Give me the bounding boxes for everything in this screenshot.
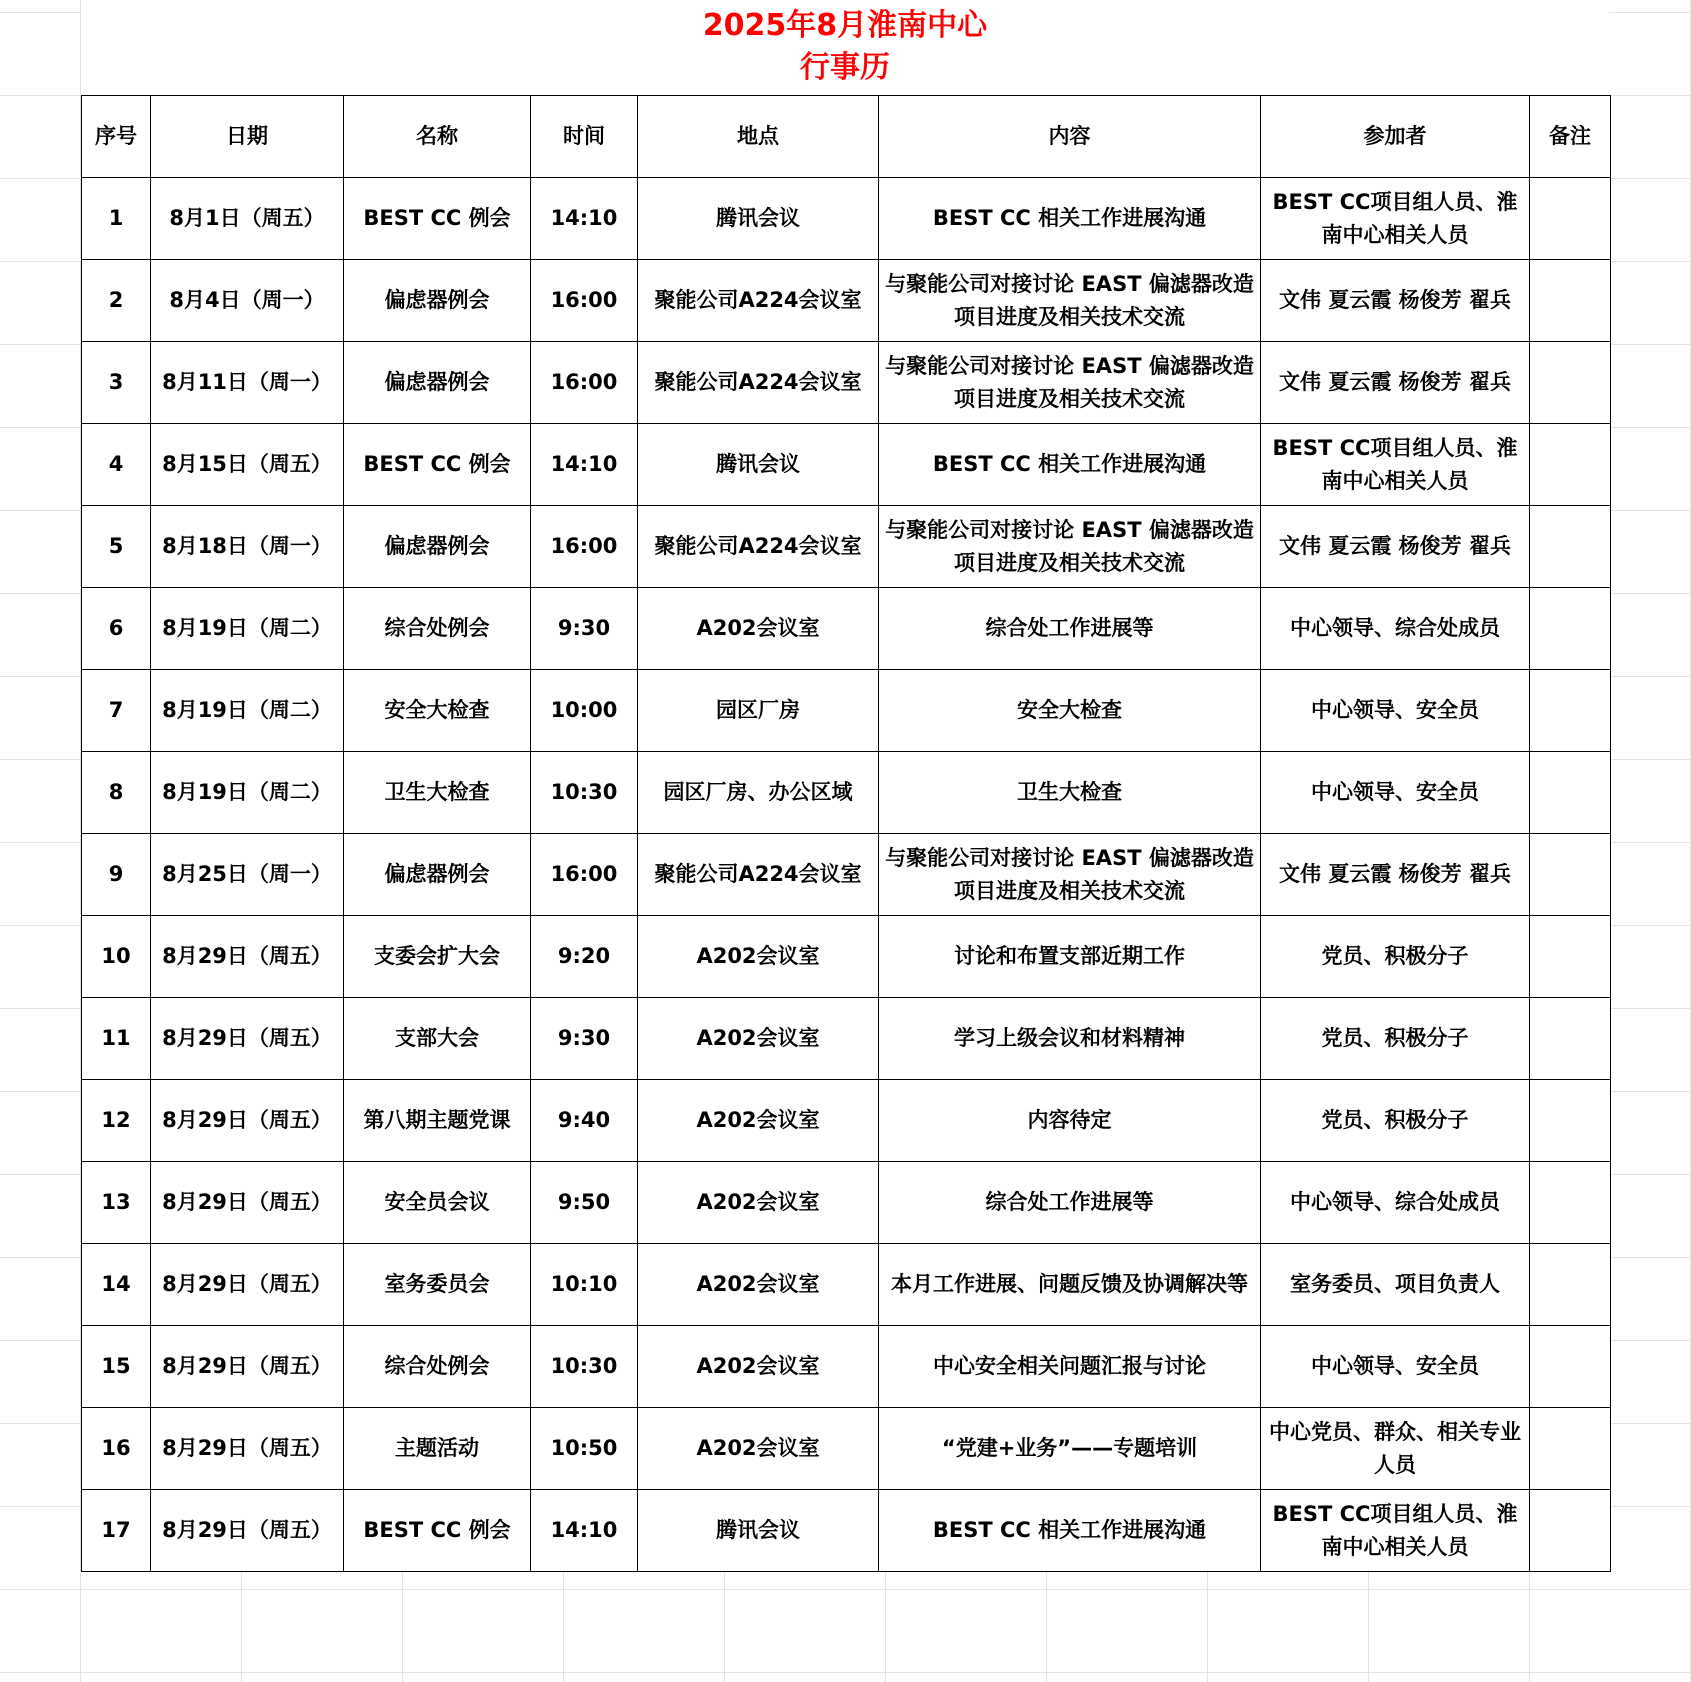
cell-location: 园区厂房、办公区域 bbox=[638, 752, 879, 834]
cell-participants: 文伟 夏云霞 杨俊芳 翟兵 bbox=[1261, 342, 1530, 424]
cell-participants: 中心领导、综合处成员 bbox=[1261, 1162, 1530, 1244]
cell-name: 支部大会 bbox=[344, 998, 531, 1080]
cell-time: 16:00 bbox=[531, 506, 638, 588]
cell-remarks bbox=[1530, 506, 1611, 588]
cell-time: 9:40 bbox=[531, 1080, 638, 1162]
table-row bbox=[82, 998, 1611, 1080]
cell-content: 本月工作进展、问题反馈及协调解决等 bbox=[879, 1244, 1261, 1326]
cell-date: 8月19日（周二） bbox=[151, 588, 344, 670]
table-row bbox=[82, 588, 1611, 670]
header-time: 时间 bbox=[531, 96, 638, 178]
cell-location: A202会议室 bbox=[638, 916, 879, 998]
cell-location: 腾讯会议 bbox=[638, 424, 879, 506]
cell-time: 14:10 bbox=[531, 1490, 638, 1572]
cell-remarks bbox=[1530, 1080, 1611, 1162]
cell-location: 聚能公司A224会议室 bbox=[638, 834, 879, 916]
cell-location: A202会议室 bbox=[638, 1408, 879, 1490]
cell-date: 8月29日（周五） bbox=[151, 1408, 344, 1490]
cell-participants: 文伟 夏云霞 杨俊芳 翟兵 bbox=[1261, 834, 1530, 916]
cell-date: 8月15日（周五） bbox=[151, 424, 344, 506]
cell-participants: 党员、积极分子 bbox=[1261, 1080, 1530, 1162]
cell-index: 6 bbox=[82, 588, 151, 670]
cell-date: 8月18日（周一） bbox=[151, 506, 344, 588]
cell-remarks bbox=[1530, 1490, 1611, 1572]
cell-participants: 党员、积极分子 bbox=[1261, 998, 1530, 1080]
cell-participants: 文伟 夏云霞 杨俊芳 翟兵 bbox=[1261, 260, 1530, 342]
cell-name: 偏虑器例会 bbox=[344, 834, 531, 916]
cell-location: 聚能公司A224会议室 bbox=[638, 506, 879, 588]
header-date: 日期 bbox=[151, 96, 344, 178]
table-row bbox=[82, 1080, 1611, 1162]
table-row bbox=[82, 178, 1611, 260]
cell-index: 1 bbox=[82, 178, 151, 260]
cell-name: 综合处例会 bbox=[344, 588, 531, 670]
cell-name: 安全大检查 bbox=[344, 670, 531, 752]
header-content: 内容 bbox=[879, 96, 1261, 178]
cell-participants: 党员、积极分子 bbox=[1261, 916, 1530, 998]
table-body bbox=[82, 178, 1611, 1572]
cell-location: A202会议室 bbox=[638, 1326, 879, 1408]
cell-index: 17 bbox=[82, 1490, 151, 1572]
cell-content: 与聚能公司对接讨论 EAST 偏滤器改造项目进度及相关技术交流 bbox=[879, 506, 1261, 588]
cell-index: 5 bbox=[82, 506, 151, 588]
cell-content: “党建+业务”——专题培训 bbox=[879, 1408, 1261, 1490]
cell-remarks bbox=[1530, 1408, 1611, 1490]
cell-location: 腾讯会议 bbox=[638, 1490, 879, 1572]
cell-date: 8月29日（周五） bbox=[151, 1326, 344, 1408]
cell-date: 8月25日（周一） bbox=[151, 834, 344, 916]
cell-remarks bbox=[1530, 178, 1611, 260]
cell-time: 16:00 bbox=[531, 834, 638, 916]
cell-participants: 室务委员、项目负责人 bbox=[1261, 1244, 1530, 1326]
table-row bbox=[82, 1490, 1611, 1572]
cell-location: 腾讯会议 bbox=[638, 178, 879, 260]
cell-content: 讨论和布置支部近期工作 bbox=[879, 916, 1261, 998]
cell-participants: 中心领导、安全员 bbox=[1261, 670, 1530, 752]
cell-name: BEST CC 例会 bbox=[344, 1490, 531, 1572]
table-row bbox=[82, 1408, 1611, 1490]
cell-remarks bbox=[1530, 1162, 1611, 1244]
cell-index: 13 bbox=[82, 1162, 151, 1244]
cell-name: 主题活动 bbox=[344, 1408, 531, 1490]
cell-date: 8月11日（周一） bbox=[151, 342, 344, 424]
cell-location: 园区厂房 bbox=[638, 670, 879, 752]
header-index: 序号 bbox=[82, 96, 151, 178]
table-row bbox=[82, 1244, 1611, 1326]
table-row bbox=[82, 670, 1611, 752]
cell-index: 11 bbox=[82, 998, 151, 1080]
cell-date: 8月29日（周五） bbox=[151, 1490, 344, 1572]
cell-name: 偏虑器例会 bbox=[344, 260, 531, 342]
cell-name: 支委会扩大会 bbox=[344, 916, 531, 998]
header-location: 地点 bbox=[638, 96, 879, 178]
cell-name: 安全员会议 bbox=[344, 1162, 531, 1244]
cell-date: 8月29日（周五） bbox=[151, 1080, 344, 1162]
cell-remarks bbox=[1530, 834, 1611, 916]
cell-date: 8月29日（周五） bbox=[151, 1244, 344, 1326]
cell-time: 10:00 bbox=[531, 670, 638, 752]
cell-index: 16 bbox=[82, 1408, 151, 1490]
cell-name: 偏虑器例会 bbox=[344, 506, 531, 588]
cell-time: 10:30 bbox=[531, 1326, 638, 1408]
schedule-table bbox=[81, 95, 1611, 1572]
table-row bbox=[82, 506, 1611, 588]
cell-index: 15 bbox=[82, 1326, 151, 1408]
cell-remarks bbox=[1530, 424, 1611, 506]
cell-time: 9:50 bbox=[531, 1162, 638, 1244]
cell-location: 聚能公司A224会议室 bbox=[638, 342, 879, 424]
cell-date: 8月29日（周五） bbox=[151, 1162, 344, 1244]
cell-content: BEST CC 相关工作进展沟通 bbox=[879, 424, 1261, 506]
cell-content: 与聚能公司对接讨论 EAST 偏滤器改造项目进度及相关技术交流 bbox=[879, 260, 1261, 342]
cell-date: 8月29日（周五） bbox=[151, 916, 344, 998]
cell-name: BEST CC 例会 bbox=[344, 424, 531, 506]
cell-remarks bbox=[1530, 916, 1611, 998]
cell-participants: 中心领导、安全员 bbox=[1261, 1326, 1530, 1408]
table-row bbox=[82, 424, 1611, 506]
cell-time: 9:30 bbox=[531, 998, 638, 1080]
cell-content: 综合处工作进展等 bbox=[879, 1162, 1261, 1244]
cell-content: 与聚能公司对接讨论 EAST 偏滤器改造项目进度及相关技术交流 bbox=[879, 342, 1261, 424]
cell-index: 4 bbox=[82, 424, 151, 506]
cell-content: 安全大检查 bbox=[879, 670, 1261, 752]
cell-remarks bbox=[1530, 1244, 1611, 1326]
table-row bbox=[82, 1326, 1611, 1408]
cell-time: 14:10 bbox=[531, 424, 638, 506]
cell-name: 卫生大检查 bbox=[344, 752, 531, 834]
cell-participants: 中心领导、安全员 bbox=[1261, 752, 1530, 834]
cell-time: 16:00 bbox=[531, 342, 638, 424]
table-row bbox=[82, 342, 1611, 424]
title-line-1: 2025年8月淮南中心 bbox=[702, 8, 988, 43]
cell-name: 第八期主题党课 bbox=[344, 1080, 531, 1162]
cell-participants: BEST CC项目组人员、淮南中心相关人员 bbox=[1261, 178, 1530, 260]
table-row bbox=[82, 752, 1611, 834]
cell-participants: 中心党员、群众、相关专业人员 bbox=[1261, 1408, 1530, 1490]
cell-name: 室务委员会 bbox=[344, 1244, 531, 1326]
cell-content: 学习上级会议和材料精神 bbox=[879, 998, 1261, 1080]
cell-location: A202会议室 bbox=[638, 1162, 879, 1244]
cell-content: 内容待定 bbox=[879, 1080, 1261, 1162]
cell-index: 9 bbox=[82, 834, 151, 916]
cell-time: 16:00 bbox=[531, 260, 638, 342]
cell-index: 8 bbox=[82, 752, 151, 834]
cell-date: 8月4日（周一） bbox=[151, 260, 344, 342]
cell-participants: 中心领导、综合处成员 bbox=[1261, 588, 1530, 670]
cell-time: 9:20 bbox=[531, 916, 638, 998]
cell-date: 8月29日（周五） bbox=[151, 998, 344, 1080]
cell-remarks bbox=[1530, 342, 1611, 424]
cell-time: 14:10 bbox=[531, 178, 638, 260]
cell-location: A202会议室 bbox=[638, 998, 879, 1080]
cell-content: 综合处工作进展等 bbox=[879, 588, 1261, 670]
cell-content: 卫生大检查 bbox=[879, 752, 1261, 834]
cell-date: 8月1日（周五） bbox=[151, 178, 344, 260]
header-row bbox=[82, 96, 1611, 178]
cell-remarks bbox=[1530, 1326, 1611, 1408]
cell-remarks bbox=[1530, 998, 1611, 1080]
header-name: 名称 bbox=[344, 96, 531, 178]
cell-name: BEST CC 例会 bbox=[344, 178, 531, 260]
cell-content: BEST CC 相关工作进展沟通 bbox=[879, 178, 1261, 260]
cell-location: A202会议室 bbox=[638, 1244, 879, 1326]
cell-participants: 文伟 夏云霞 杨俊芳 翟兵 bbox=[1261, 506, 1530, 588]
cell-time: 10:50 bbox=[531, 1408, 638, 1490]
cell-index: 14 bbox=[82, 1244, 151, 1326]
cell-remarks bbox=[1530, 260, 1611, 342]
cell-remarks bbox=[1530, 588, 1611, 670]
cell-index: 10 bbox=[82, 916, 151, 998]
cell-date: 8月19日（周二） bbox=[151, 670, 344, 752]
cell-content: 与聚能公司对接讨论 EAST 偏滤器改造项目进度及相关技术交流 bbox=[879, 834, 1261, 916]
cell-content: 中心安全相关问题汇报与讨论 bbox=[879, 1326, 1261, 1408]
header-participants: 参加者 bbox=[1261, 96, 1530, 178]
cell-time: 10:30 bbox=[531, 752, 638, 834]
cell-time: 9:30 bbox=[531, 588, 638, 670]
cell-location: A202会议室 bbox=[638, 588, 879, 670]
page-title bbox=[81, 0, 1609, 95]
cell-remarks bbox=[1530, 752, 1611, 834]
cell-time: 10:10 bbox=[531, 1244, 638, 1326]
cell-index: 7 bbox=[82, 670, 151, 752]
cell-content: BEST CC 相关工作进展沟通 bbox=[879, 1490, 1261, 1572]
table-row bbox=[82, 834, 1611, 916]
table-row bbox=[82, 1162, 1611, 1244]
cell-location: 聚能公司A224会议室 bbox=[638, 260, 879, 342]
header-remarks: 备注 bbox=[1530, 96, 1611, 178]
cell-name: 综合处例会 bbox=[344, 1326, 531, 1408]
cell-remarks bbox=[1530, 670, 1611, 752]
cell-index: 2 bbox=[82, 260, 151, 342]
cell-participants: BEST CC项目组人员、淮南中心相关人员 bbox=[1261, 1490, 1530, 1572]
table-row bbox=[82, 916, 1611, 998]
cell-date: 8月19日（周二） bbox=[151, 752, 344, 834]
cell-location: A202会议室 bbox=[638, 1080, 879, 1162]
cell-participants: BEST CC项目组人员、淮南中心相关人员 bbox=[1261, 424, 1530, 506]
cell-name: 偏虑器例会 bbox=[344, 342, 531, 424]
cell-index: 3 bbox=[82, 342, 151, 424]
table-row bbox=[82, 260, 1611, 342]
cell-index: 12 bbox=[82, 1080, 151, 1162]
title-line-2: 行事历 bbox=[800, 50, 890, 85]
